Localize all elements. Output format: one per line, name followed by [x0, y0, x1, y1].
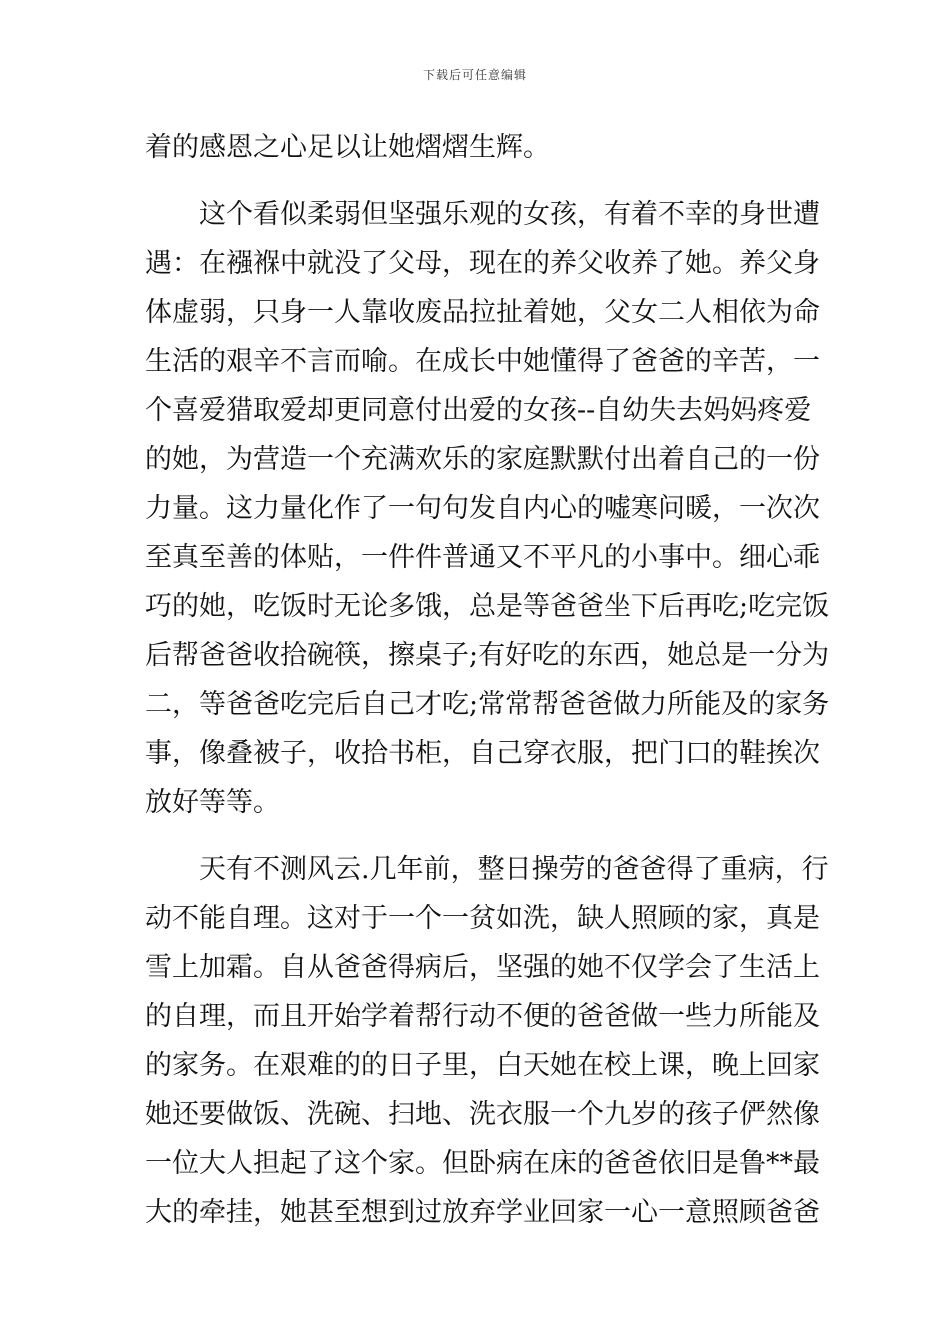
- paragraph-line: 至真至善的体贴，一件件普通又不平凡的小事中。细心乖: [145, 542, 820, 573]
- paragraph-line: 事，像叠被子，收拾书柜，自己穿衣服，把门口的鞋挨次: [145, 738, 820, 769]
- paragraph-line: 体虚弱，只身一人靠收废品拉扯着她，父女二人相依为命: [145, 297, 820, 328]
- document-body: [145, 128, 830, 1242]
- paragraph-line: 遇：在襁褓中就没了父母，现在的养父收养了她。养父身: [145, 248, 820, 279]
- paragraph-gap: [145, 177, 809, 195]
- paragraph-line: 生活的艰辛不言而喻。在成长中她懂得了爸爸的辛苦，一: [145, 346, 820, 377]
- paragraph-line: 动不能自理。这对于一个一贫如洗，缺人照顾的家，真是: [145, 903, 820, 934]
- paragraph-line: 大的牵挂，她甚至想到过放弃学业回家一心一意照顾爸爸: [145, 1197, 820, 1228]
- paragraph-gap: [145, 832, 809, 850]
- paragraph-line: 二，等爸爸吃完后自己才吃;常常帮爸爸做力所能及的家务: [145, 689, 830, 720]
- paragraph-line: 天有不测风云.几年前，整日操劳的爸爸得了重病，行: [199, 854, 829, 885]
- paragraph-line: 巧的她，吃饭时无论多饿，总是等爸爸坐下后再吃;吃完饭: [145, 591, 830, 622]
- paragraph-line: 雪上加霜。自从爸爸得病后，坚强的她不仅学会了生活上: [145, 952, 820, 983]
- paragraph-line: 一位大人担起了这个家。但卧病在床的爸爸依旧是鲁**最: [145, 1148, 820, 1179]
- paragraph-line: 力量。这力量化作了一句句发自内心的嘘寒问暖，一次次: [145, 493, 820, 524]
- paragraph-line: 后帮爸爸收拾碗筷，擦桌子;有好吃的东西，她总是一分为: [145, 640, 830, 671]
- paragraph-line: 这个看似柔弱但坚强乐观的女孩，有着不幸的身世遭: [199, 199, 820, 230]
- paragraph-line: 个喜爱猎取爱却更同意付出爱的女孩--自幼失去妈妈疼爱: [145, 395, 812, 426]
- paragraph-line: 她还要做饭、洗碗、扫地、洗衣服一个九岁的孩子俨然像: [145, 1099, 820, 1130]
- paragraph-line: 放好等等。: [145, 787, 280, 818]
- paragraph-line: 的她，为营造一个充满欢乐的家庭默默付出着自己的一份: [145, 444, 820, 475]
- paragraph-line: 的自理，而且开始学着帮行动不便的爸爸做一些力所能及: [145, 1001, 820, 1032]
- download-note: 下载后可任意编辑: [422, 68, 527, 82]
- paragraph-line: 的家务。在艰难的的日子里，白天她在校上课，晚上回家: [145, 1050, 820, 1081]
- paragraph-line: 着的感恩之心足以让她熠熠生辉。: [145, 132, 550, 163]
